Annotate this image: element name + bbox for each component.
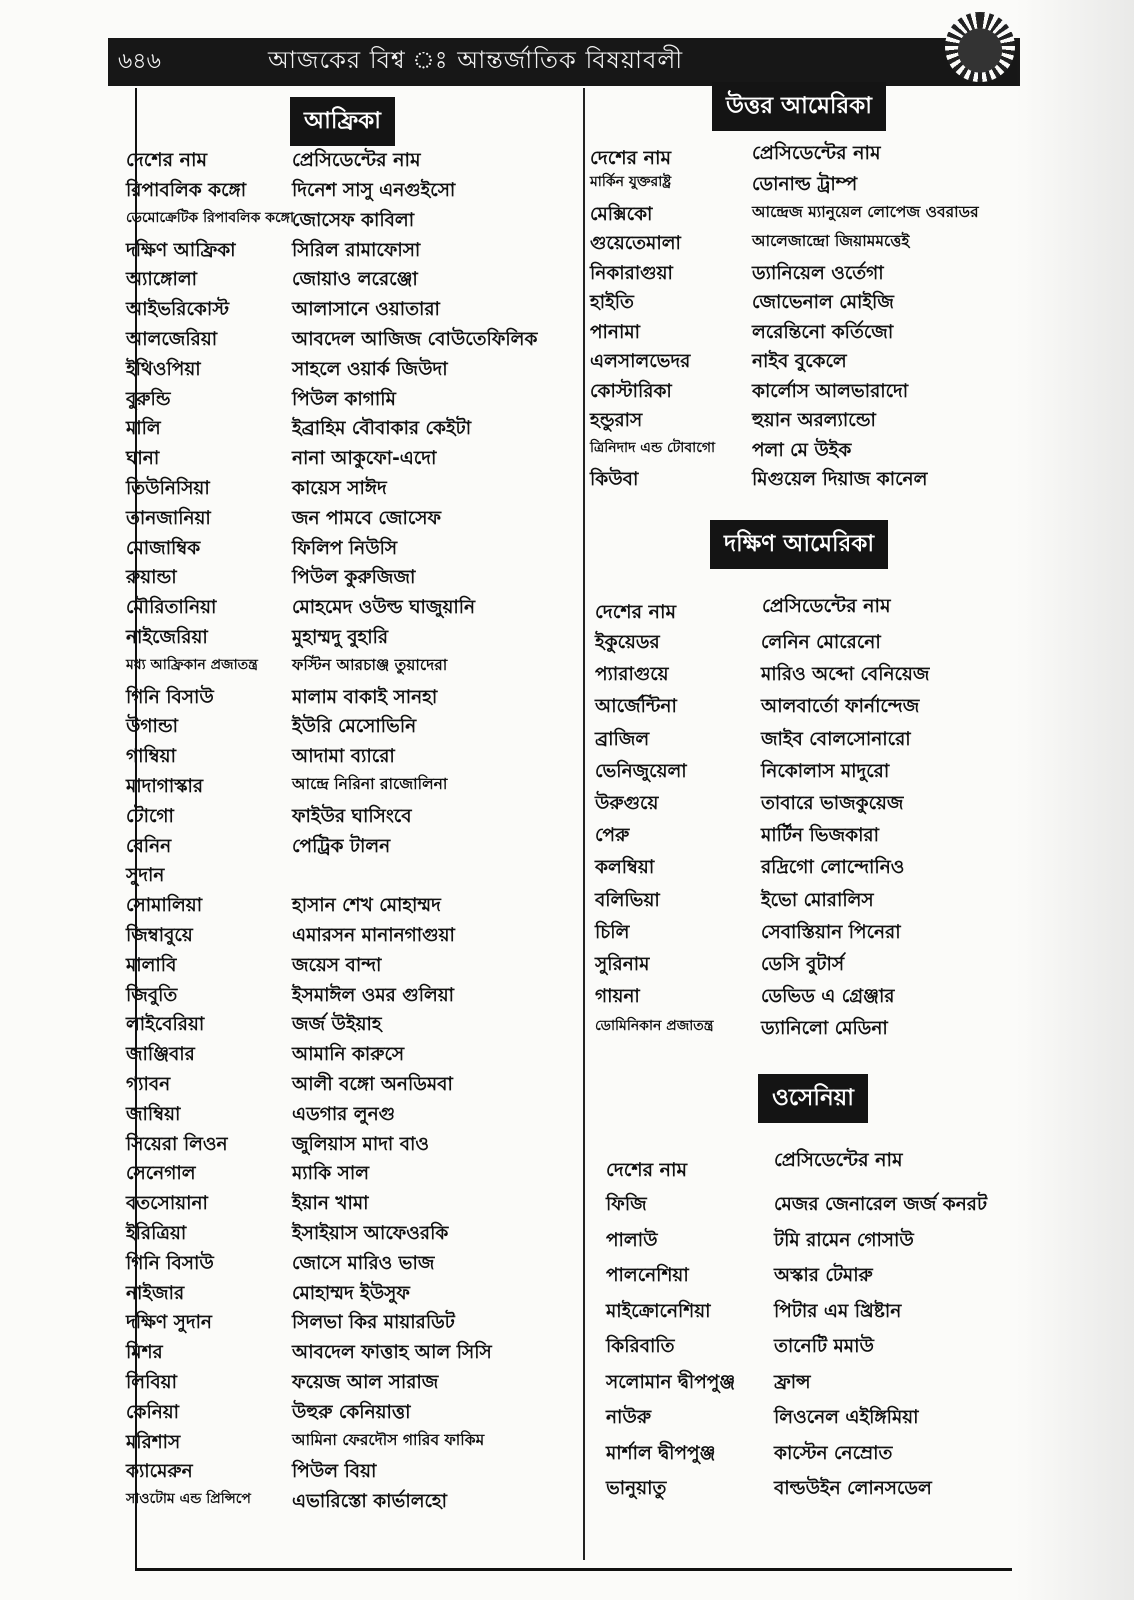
country-name: প্যারাগুয়ে: [595, 664, 669, 686]
country-name: গ্যাবন: [126, 1074, 171, 1095]
country-name: মার্শাল দ্বীপপুঞ্জ: [606, 1442, 716, 1464]
president-name: কাস্টেন নেম্রোত: [774, 1442, 893, 1464]
president-name: সেবাস্তিয়ান পিনেরা: [761, 921, 901, 943]
ornament-icon: [945, 12, 1015, 82]
president-name: টমি রামেন গোসাউ: [774, 1229, 914, 1251]
president-name: জুলিয়াস মাদা বাও: [292, 1133, 429, 1155]
country-name: সোমালিয়া: [126, 895, 203, 917]
president-name: মুহাম্মদু বুহারি: [292, 627, 389, 648]
president-name: আন্দ্রেজ ম্যানুয়েল লোপেজ ওবরাডর: [752, 202, 979, 221]
africa-col-country: দেশের নাম: [126, 149, 208, 171]
president-name: তাবারে ভাজকুয়েজ: [761, 793, 904, 814]
president-name: ইব্রাহিম বৌবাকার কেইটা: [292, 418, 472, 440]
page-binding-shadow: [1016, 0, 1134, 1600]
country-name: পালাউ: [606, 1229, 658, 1251]
president-name: হাসান শেখ মোহাম্মদ: [292, 895, 441, 917]
oceania-col-country: দেশের নাম: [606, 1159, 688, 1181]
president-name: ইয়ান খামা: [292, 1193, 369, 1215]
country-name: নাইজেরিয়া: [126, 627, 208, 648]
president-name: কায়েস সাঈদ: [292, 478, 387, 499]
country-name: ক্যামেরুন: [126, 1461, 193, 1483]
president-name: জোভেনাল মোইজি: [752, 292, 894, 313]
president-name: ইভো মোরালিস: [761, 889, 874, 911]
country-name: অ্যাঙ্গোলা: [126, 269, 197, 291]
president-name: তানেটি মমাউ: [774, 1336, 874, 1357]
country-name: হন্ডুরাস: [590, 410, 643, 431]
country-name: আইভরিকোস্ট: [126, 299, 229, 321]
president-name: সিরিল রামাফোসা: [292, 239, 421, 261]
president-name: আলী বঙ্গো অনডিমবা: [292, 1074, 453, 1095]
oceania-col-president: প্রেসিডেন্টের নাম: [774, 1149, 903, 1171]
country-name: উগান্ডা: [126, 716, 179, 738]
country-name: সেনেগাল: [126, 1163, 196, 1185]
president-name: কার্লোস আলভারাদো: [752, 380, 909, 402]
country-name: পানামা: [590, 321, 640, 343]
president-name: পলা মে উইক: [752, 439, 852, 461]
country-name: মোজাম্বিক: [126, 537, 201, 559]
president-name: ফয়েজ আল সারাজ: [292, 1372, 439, 1393]
country-name: নিকারাগুয়া: [590, 262, 673, 284]
country-name: জাম্বিয়া: [126, 1103, 181, 1125]
president-name: আদামা ব্যারো: [292, 746, 395, 768]
president-name: ডেসি বুটার্স: [761, 954, 845, 975]
president-name: ফিলিপ নিউসি: [292, 537, 398, 559]
president-name: মিগুয়েল দিয়াজ কানেল: [752, 469, 928, 490]
country-name: ব্রাজিল: [595, 728, 650, 750]
president-name: ড্যানিয়েল ওর্তেগা: [752, 262, 884, 284]
country-name: চিলি: [595, 921, 630, 943]
country-name: ভানুয়াতু: [606, 1478, 667, 1499]
president-name: হুয়ান অরল্যান্ডো: [752, 410, 876, 431]
country-name: লাইবেরিয়া: [126, 1014, 205, 1036]
country-name: মাদাগাস্কার: [126, 776, 204, 797]
president-name: পিটার এম খ্রিষ্টান: [774, 1300, 902, 1322]
president-name: এভারিস্তো কার্ভালহো: [292, 1491, 447, 1513]
country-name: মিশর: [126, 1342, 163, 1364]
president-name: ফ্রান্স: [774, 1371, 811, 1393]
heading-oceania: ওসেনিয়া: [758, 1074, 868, 1123]
page-header: [108, 38, 1020, 86]
country-name: বতসোয়ানা: [126, 1193, 208, 1215]
country-name: টোগো: [126, 805, 174, 827]
president-name: ইউরি মেসোভিনি: [292, 716, 417, 738]
president-name: জোসেফ কাবিলা: [292, 209, 415, 231]
president-name: ডোনাল্ড ট্রাম্প: [752, 174, 858, 195]
country-name: পেরু: [595, 825, 630, 847]
country-name: কিরিবাতি: [606, 1336, 675, 1357]
country-name: ইকুয়েডর: [595, 632, 660, 653]
president-name: নিকোলাস মাদুরো: [761, 760, 890, 782]
country-name: সুরিনাম: [595, 954, 650, 975]
country-name: গায়না: [595, 986, 640, 1008]
column-divider: [583, 88, 585, 1560]
country-name: নাউরু: [606, 1407, 652, 1428]
president-name: উহুরু কেনিয়াত্তা: [292, 1401, 411, 1423]
country-name: রুয়ান্ডা: [126, 567, 177, 589]
president-name: মারিও অব্দো বেনিয়েজ: [761, 664, 930, 686]
president-name: লেনিন মোরেনো: [761, 632, 881, 653]
president-name: জোসে মারিও ভাজ: [292, 1252, 435, 1274]
country-name: মরিশাস: [126, 1431, 181, 1453]
country-name: ফিজি: [606, 1194, 647, 1215]
country-name: কিউবা: [590, 469, 639, 490]
country-name: জিম্বাবুয়ে: [126, 925, 193, 946]
president-name: অস্কার টেমারু: [774, 1265, 873, 1286]
africa-col-president: প্রেসিডেন্টের নাম: [292, 149, 421, 171]
president-name: পিউল বিয়া: [292, 1461, 377, 1483]
country-name: গাম্বিয়া: [126, 746, 176, 768]
president-name: পেট্রিক টালন: [292, 835, 391, 857]
president-name: আমানি কারুসে: [292, 1044, 405, 1066]
heading-africa: আফ্রিকা: [290, 97, 395, 146]
president-name: এডগার লুনগু: [292, 1103, 396, 1125]
president-name: ফস্টিন আরচাঞ্জ তুয়াদেরা: [292, 655, 448, 674]
president-name: নানা আকুফো-এদো: [292, 448, 437, 470]
country-name: ইরিত্রিয়া: [126, 1223, 187, 1244]
country-name: উরুগুয়ে: [595, 793, 659, 814]
president-name: মেজর জেনারেল জর্জ কনরট: [774, 1194, 988, 1215]
president-name: আন্দ্রে নিরিনা রাজোলিনা: [292, 775, 448, 793]
president-name: লিওনেল এইঙ্গিমিয়া: [774, 1407, 919, 1428]
country-name: জাঞ্জিবার: [126, 1044, 195, 1066]
president-name: পিউল কাগামি: [292, 388, 396, 410]
president-name: রদ্রিগো লোন্দোনিও: [761, 857, 905, 879]
country-name: সলোমান দ্বীপপুঞ্জ: [606, 1371, 736, 1393]
country-name: ইথিওপিয়া: [126, 358, 201, 380]
country-name: সিয়েরা লিওন: [126, 1133, 228, 1155]
country-name: নাইজার: [126, 1282, 185, 1304]
country-name: মাইক্রোনেশিয়া: [606, 1300, 711, 1322]
country-name: মার্কিন যুক্তরাষ্ট্র: [590, 174, 672, 190]
country-name: পালনেশিয়া: [606, 1265, 689, 1286]
president-name: সাহলে ওয়ার্ক জিউদা: [292, 358, 448, 380]
south-america-col-country: দেশের নাম: [595, 601, 677, 623]
country-name: ডেমোক্রেটিক রিপাবলিক কঙ্গো: [126, 209, 295, 226]
president-name: আলাসানে ওয়াতারা: [292, 299, 440, 321]
country-name: মালি: [126, 418, 161, 440]
country-name: বলিভিয়া: [595, 889, 660, 911]
north-america-col-country: দেশের নাম: [590, 147, 672, 169]
president-name: মোহাম্মদ ইউসুফ: [292, 1282, 410, 1304]
country-name: মেক্সিকো: [590, 203, 653, 225]
country-name: দক্ষিণ সুদান: [126, 1312, 212, 1334]
country-name: কেনিয়া: [126, 1401, 180, 1423]
president-name: ইসাইয়াস আফেওরকি: [292, 1223, 449, 1244]
country-name: এলসালভেদর: [590, 351, 691, 372]
country-name: গিনি বিসাউ: [126, 686, 214, 708]
country-name: হাইতি: [590, 292, 634, 313]
president-name: ড্যানিলো মেডিনা: [761, 1018, 888, 1040]
country-name: দক্ষিণ আফ্রিকা: [126, 239, 236, 261]
president-name: ডেভিড এ গ্রেঞ্জার: [761, 986, 895, 1008]
president-name: মোহমেদ ওউল্ড ঘাজুয়ানি: [292, 597, 476, 619]
country-name: কোস্টারিকা: [590, 380, 672, 402]
president-name: দিনেশ সাসু এনগুইসো: [292, 180, 456, 201]
president-name: পিউল কুরুজিজা: [292, 567, 416, 589]
country-name: জিবুতি: [126, 984, 178, 1006]
president-name: জয়েস বান্দা: [292, 954, 382, 976]
running-title: আজকের বিশ্ব ঃ আন্তর্জাতিক বিষয়াবলী: [268, 46, 684, 74]
country-name: তানজানিয়া: [126, 507, 211, 529]
country-name: মালাবি: [126, 954, 177, 976]
country-name: ভেনিজুয়েলা: [595, 760, 687, 782]
president-name: আলবার্তো ফার্নান্দেজ: [761, 696, 920, 718]
country-name: রিপাবলিক কঙ্গো: [126, 180, 247, 201]
heading-north-america: উত্তর আমেরিকা: [712, 82, 886, 131]
heading-south-america: দক্ষিণ আমেরিকা: [710, 520, 888, 569]
president-name: ফাইউর ঘাসিংবে: [292, 805, 412, 827]
north-america-col-president: প্রেসিডেন্টের নাম: [752, 142, 881, 164]
south-america-col-president: প্রেসিডেন্টের নাম: [762, 595, 891, 617]
president-name: ম্যাকি সাল: [292, 1163, 370, 1185]
country-name: ত্রিনিদাদ এন্ড টোবাগো: [590, 439, 716, 456]
president-name: জন পামবে জোসেফ: [292, 507, 441, 529]
president-name: জাইব বোলসোনারো: [761, 728, 911, 750]
president-name: ইসমাঈল ওমর গুলিয়া: [292, 984, 455, 1006]
president-name: জর্জ উইয়াহ: [292, 1014, 382, 1036]
country-name: কলম্বিয়া: [595, 857, 655, 879]
country-name: তিউনিসিয়া: [126, 478, 210, 499]
country-name: মৌরিতানিয়া: [126, 597, 217, 619]
president-name: মার্টিন ভিজকারা: [761, 825, 879, 847]
president-name: লরেন্তিনো কর্তিজো: [752, 321, 894, 343]
president-name: নাইব বুকেলে: [752, 351, 847, 372]
country-name: সুদান: [126, 865, 165, 887]
country-name: গুয়েতেমালা: [590, 233, 681, 254]
country-name: আর্জেন্টিনা: [595, 696, 677, 718]
country-name: লিবিয়া: [126, 1372, 177, 1393]
president-name: মালাম বাকাই সানহা: [292, 686, 438, 708]
country-name: গিনি বিসাউ: [126, 1252, 214, 1274]
president-name: সিলভা কির মায়ারডিট: [292, 1312, 455, 1334]
country-name: মধ্য আফ্রিকান প্রজাতন্ত্র: [126, 656, 258, 673]
president-name: এমারসন মানানগাগুয়া: [292, 925, 455, 946]
president-name: আবদেল আজিজ বোউতেফিলিক: [292, 329, 538, 350]
president-name: জোয়াও লরেঞ্জো: [292, 269, 418, 291]
country-name: বুরুন্ডি: [126, 388, 171, 410]
country-name: আলজেরিয়া: [126, 329, 218, 350]
country-name: ঘানা: [126, 448, 160, 470]
country-name: সাওটোম এন্ড প্রিন্সিপে: [126, 1491, 251, 1508]
president-name: আলেজান্দ্রো জিয়ামমত্তেই: [752, 232, 910, 250]
page-number: ৬৪৬: [118, 48, 161, 74]
country-name: বেনিন: [126, 835, 172, 857]
president-name: আবদেল ফাত্তাহ আল সিসি: [292, 1342, 492, 1364]
president-name: আমিনা ফেরদৌস গারিব ফাকিম: [292, 1430, 485, 1449]
country-name: ডোমিনিকান প্রজাতন্ত্র: [595, 1018, 714, 1035]
president-name: বাল্ডউইন লোনসডেল: [774, 1478, 932, 1499]
